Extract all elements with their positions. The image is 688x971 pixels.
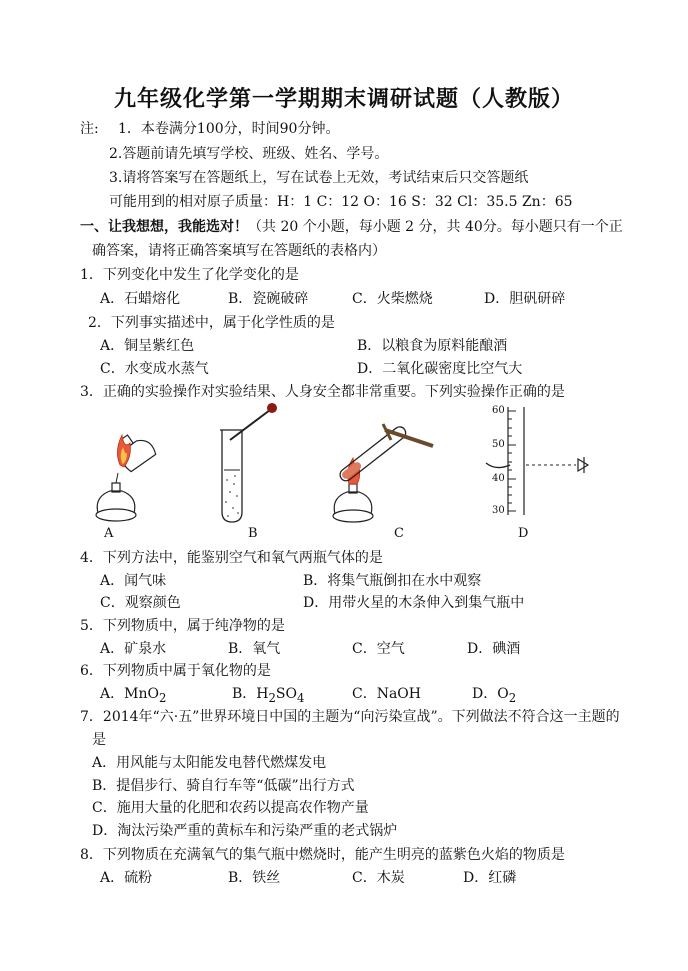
figure-label-c: C [394,526,404,541]
cylinder-tick-30: 30 [492,505,505,516]
q5-option-d: D．碘酒 [467,641,521,657]
q2-stem: 2．下列事实描述中，属于化学性质的是 [88,315,335,331]
q6-option-b [232,685,304,707]
page-title: 九年级化学第一学期期末调研试题（人教版） [113,86,574,112]
q8-option-c: C．木炭 [352,870,405,886]
figure-b-test-tube [210,400,290,525]
q4-option-c: C．观察颜色 [100,595,181,611]
section-1-heading-line2: 确答案，请将正确答案填写在答题纸的表格内） [92,243,386,259]
q6-b-subscript-1: 2 [268,690,276,705]
q1-option-d: D．胆矾研碎 [484,291,566,307]
cylinder-tick-50: 50 [492,439,505,450]
q7-option-a: A．用风能与太阳能发电替代燃煤发电 [92,755,327,771]
q2-option-c: C．水变成水蒸气 [100,361,209,377]
q5-stem: 5．下列物质中，属于纯净物的是 [80,618,285,634]
q4-option-a: A．闻气味 [100,573,167,589]
q6-d-subscript: 2 [508,690,517,705]
q5-option-c: C．空气 [352,641,405,657]
q6-option-a [100,685,166,707]
section-1-heading-bold: 一、让我想想，我能选对！ [80,219,248,235]
q1-option-a: A．石蜡熔化 [100,291,181,307]
figure-a-alcohol-lamps [90,425,170,525]
q4-stem: 4．下列方法中，能鉴别空气和氧气两瓶气体的是 [80,550,383,566]
q6-a-subscript: 2 [158,690,167,705]
q6-b-text: B．H [232,686,269,702]
figure-label-a: A [104,526,114,541]
figure-label-d: D [518,526,529,541]
q8-option-a: A．硫粉 [100,870,153,886]
q7-option-c: C．施用大量的化肥和农药以提高农作物产量 [92,800,369,816]
q3-stem: 3．正确的实验操作对实验结果、人身安全都非常重要。下列实验操作正确的是 [80,384,565,400]
note-atomic-mass: 可能用到的相对原子质量：H：1 C：12 O：16 S：32 Cl：35.5 Zn：65 [109,194,573,210]
q7-option-b: B．提倡步行、骑自行车等“低碳”出行方式 [92,778,355,794]
notes-label: 注: [80,121,99,137]
q8-option-d: D．红磷 [463,870,517,886]
note-1: 1．本卷满分100分，时间90分钟。 [118,121,340,137]
q1-stem: 1．下列变化中发生了化学变化的是 [80,267,299,283]
q6-stem: 6．下列物质中属于氧化物的是 [80,663,271,679]
q6-option-c: C．NaOH [352,686,421,702]
section-1-heading [80,218,623,236]
q7-option-d: D．淘汰污染严重的黄标车和污染严重的老式锅炉 [92,823,398,839]
note-2: 2.答题前请先填写学校、班级、姓名、学号。 [109,146,389,162]
q6-d-text: D．O [472,686,509,702]
q2-option-b: B．以粮食为原料能酿酒 [357,338,508,354]
q7-stem-line2: 是 [92,732,106,748]
q2-option-d: D．二氧化碳密度比空气大 [357,361,523,377]
q1-option-c: C．火柴燃烧 [352,291,433,307]
q1-option-b: B．瓷碗破碎 [228,291,309,307]
cylinder-tick-40: 40 [492,473,505,484]
q4-option-d: D．用带火星的木条伸入到集气瓶中 [303,595,525,611]
section-1-heading-rest: （共 20 个小题，每小题 2 分，共 40分。每小题只有一个正 [248,219,623,235]
cylinder-tick-60: 60 [492,405,505,416]
q7-stem: 7．2014年“六·五”世界环境日中国的主题为“向污染宣战”。下列做法不符合这一主题的 [80,709,620,725]
q6-b-subscript-2: 4 [297,690,305,705]
note-3: 3.请将答案写在答题纸上，写在试卷上无效，考试结束后只交答题纸 [109,170,529,186]
figure-label-b: B [248,526,258,541]
q6-b-text-mid: SO [275,686,297,702]
figure-c-heating-tube [325,410,435,525]
q5-option-a: A．矿泉水 [100,641,167,657]
q6-a-text: A．MnO [100,686,159,702]
q2-option-a: A．铜呈紫红色 [100,338,195,354]
q5-option-b: B．氧气 [228,641,281,657]
q6-option-d [472,685,516,707]
q8-stem: 8．下列物质在充满氧气的集气瓶中燃烧时，能产生明亮的蓝紫色火焰的物质是 [80,847,565,863]
q8-option-b: B．铁丝 [228,870,281,886]
q4-option-b: B．将集气瓶倒扣在水中观察 [303,573,482,589]
